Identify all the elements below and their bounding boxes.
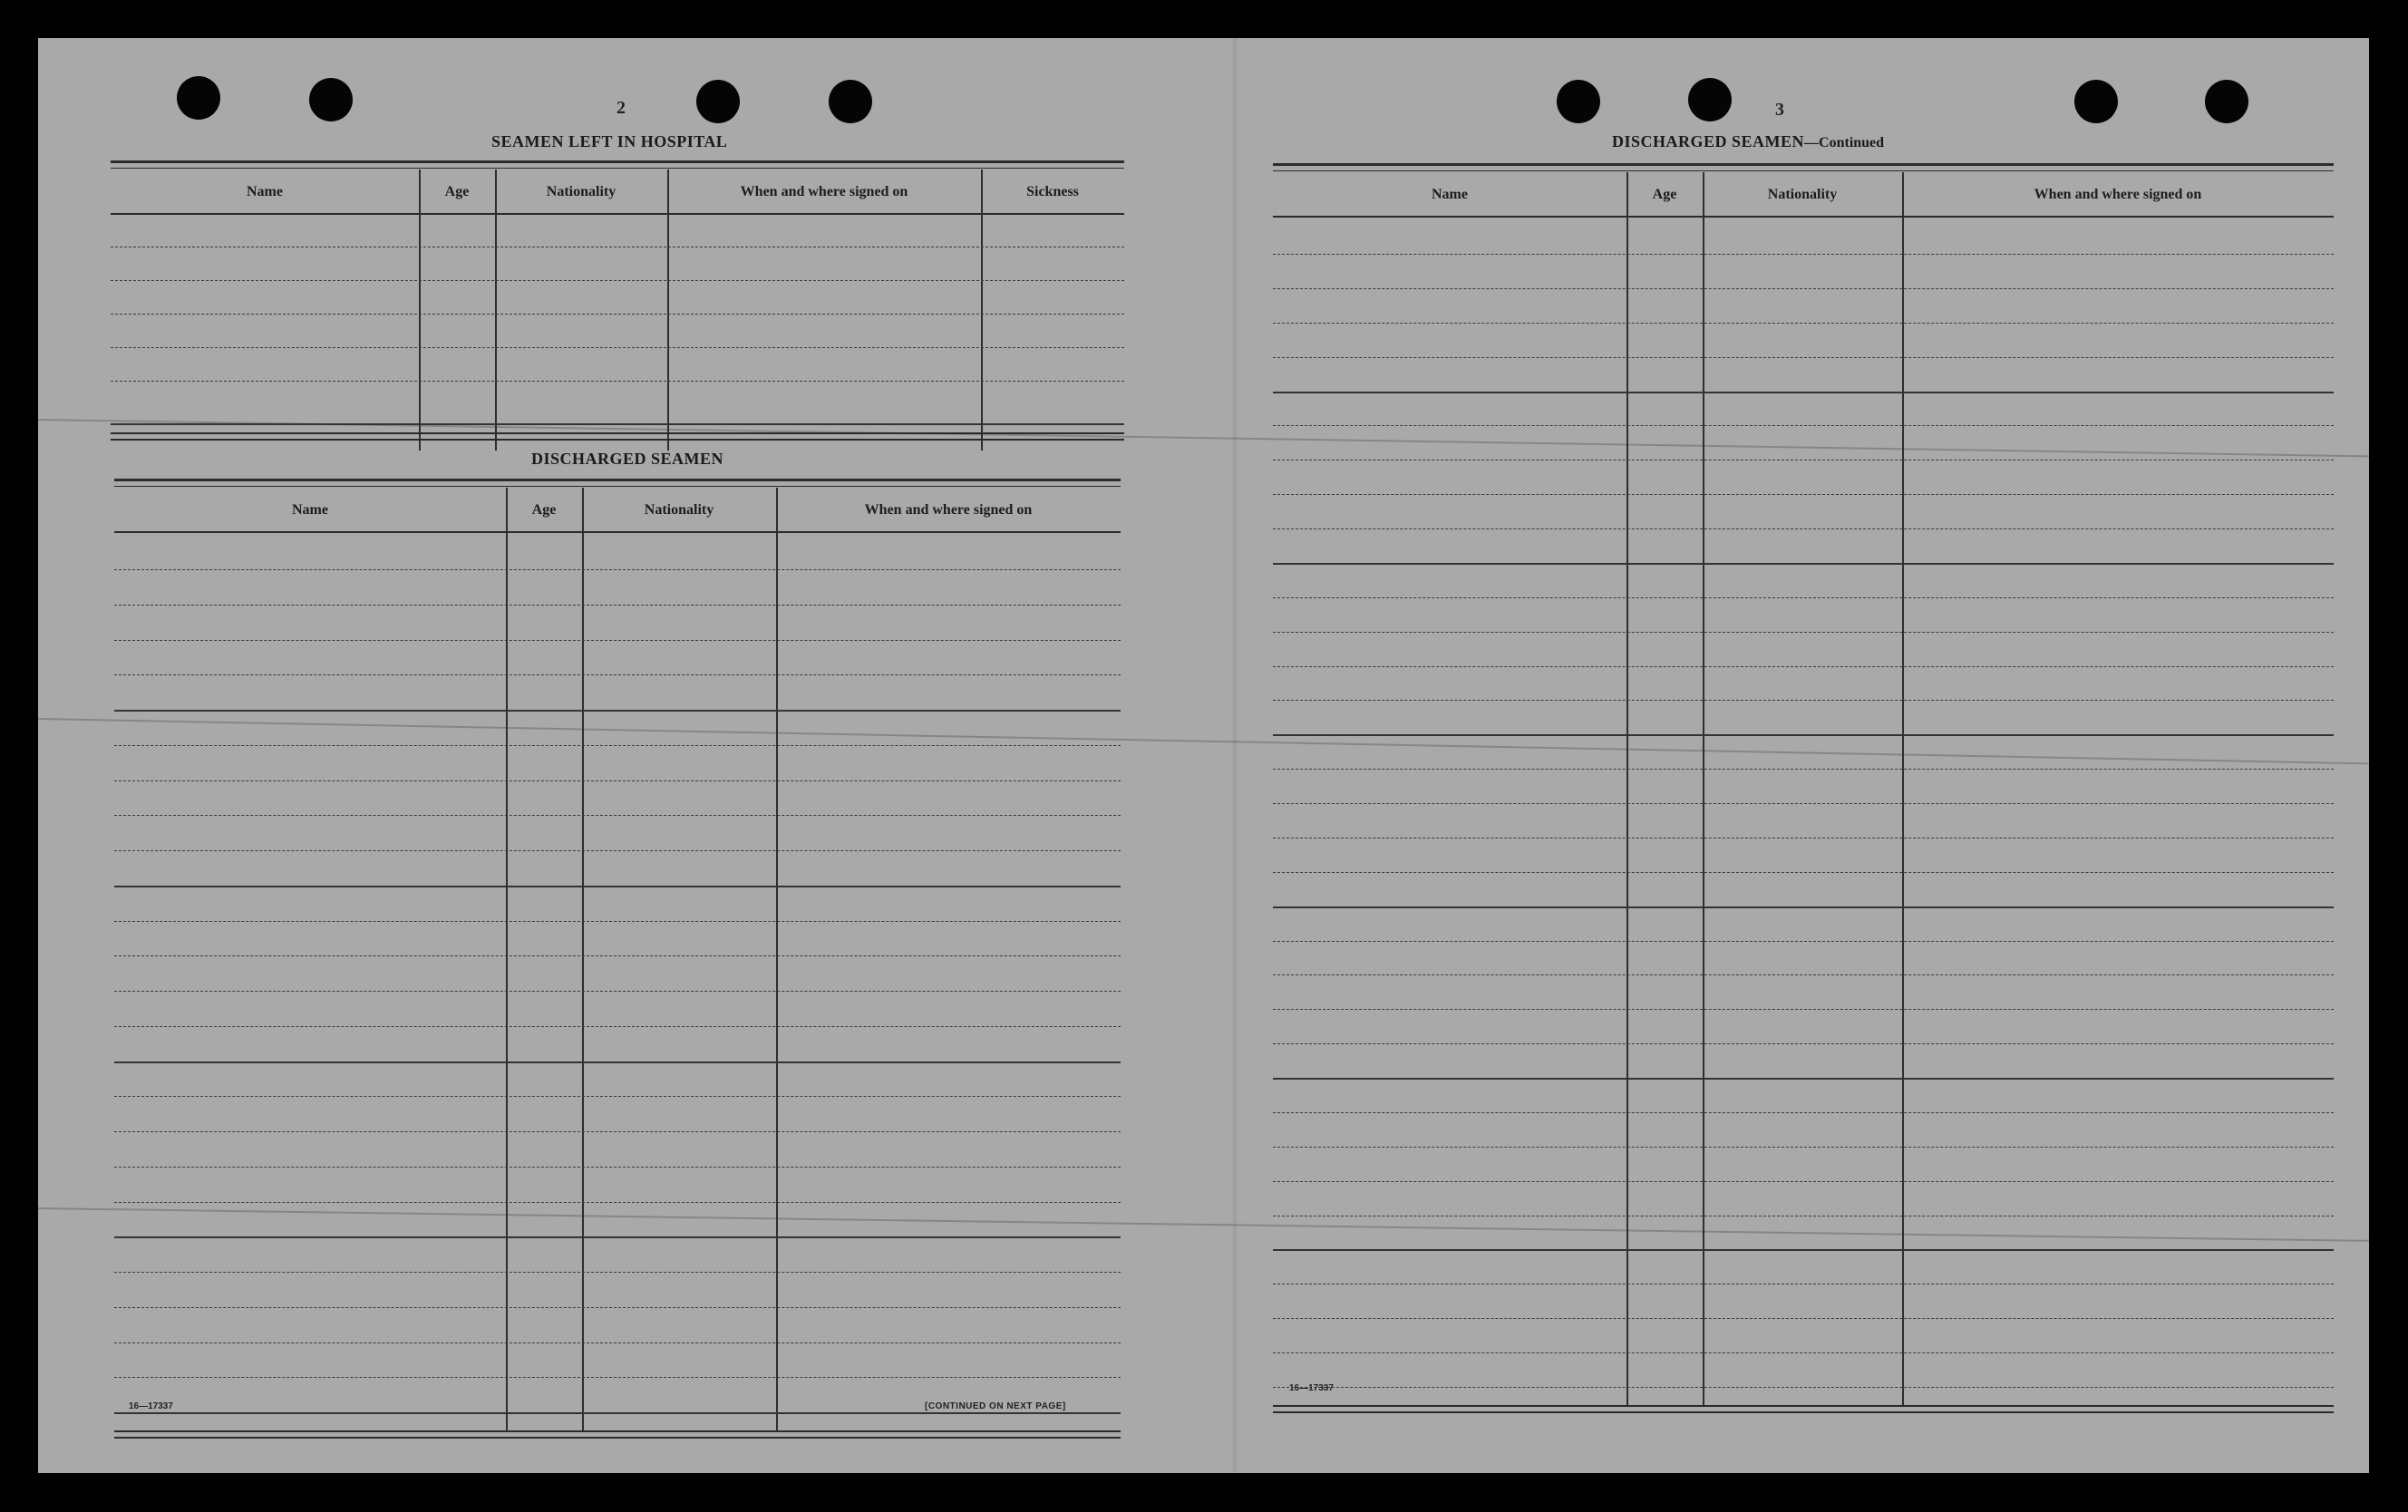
table-row xyxy=(114,991,1121,992)
column-header: When and where signed on xyxy=(2034,187,2202,202)
table-top-rule xyxy=(111,160,1124,169)
table-row xyxy=(1273,494,2334,495)
table-row xyxy=(114,1131,1121,1132)
table-row xyxy=(114,640,1121,641)
table-top-rule xyxy=(114,479,1121,487)
table-row xyxy=(114,955,1121,956)
column-header: Name xyxy=(247,184,283,199)
table-row xyxy=(114,710,1121,712)
table-row xyxy=(114,1412,1121,1414)
table-row xyxy=(1273,769,2334,770)
table-row xyxy=(114,605,1121,606)
column-divider xyxy=(582,488,584,1430)
column-divider xyxy=(981,170,983,451)
table-row xyxy=(1273,1112,2334,1113)
column-divider xyxy=(506,488,508,1430)
table-row xyxy=(111,423,1124,425)
table-row xyxy=(111,347,1124,348)
discharged-continued-title-main: DISCHARGED SEAMEN xyxy=(1612,132,1805,150)
continued-suffix: —Continued xyxy=(1804,135,1885,150)
document-sheet xyxy=(38,38,2369,1473)
table-row xyxy=(1273,941,2334,942)
discharged-table-right xyxy=(1273,163,2334,1405)
table-row xyxy=(1273,734,2334,736)
hospital-section-title: SEAMEN LEFT IN HOSPITAL xyxy=(491,132,728,150)
column-divider xyxy=(776,488,778,1430)
table-row xyxy=(111,314,1124,315)
punch-hole-2 xyxy=(309,78,353,121)
discharged-table-left xyxy=(114,479,1121,1430)
table-row xyxy=(1273,1043,2334,1044)
table-row xyxy=(1273,357,2334,358)
table-row xyxy=(1273,632,2334,633)
table-row xyxy=(111,280,1124,281)
column-divider xyxy=(419,170,421,451)
table-row xyxy=(1273,1352,2334,1353)
column-header: Name xyxy=(1432,187,1468,202)
table-row xyxy=(1273,803,2334,804)
table-row xyxy=(1273,288,2334,289)
column-header: Nationality xyxy=(1767,187,1838,202)
table-row xyxy=(1273,1249,2334,1251)
table-bottom-rule xyxy=(111,432,1124,441)
table-row xyxy=(114,1096,1121,1097)
table-header xyxy=(114,488,1121,533)
column-header: Age xyxy=(531,502,557,518)
table-row xyxy=(1273,906,2334,908)
column-header: Nationality xyxy=(546,184,617,199)
column-header: When and where signed on xyxy=(740,184,908,199)
table-row xyxy=(1273,1009,2334,1010)
punch-hole-6 xyxy=(1688,78,1732,121)
punch-hole-4 xyxy=(829,80,872,123)
punch-hole-7 xyxy=(2074,80,2118,123)
table-header xyxy=(111,170,1124,215)
column-header: When and where signed on xyxy=(864,502,1033,518)
table-row xyxy=(114,780,1121,781)
punch-hole-5 xyxy=(1557,80,1600,123)
table-row xyxy=(114,1167,1121,1168)
page-number-right: 3 xyxy=(1775,100,1784,120)
table-row xyxy=(1273,597,2334,598)
punch-hole-1 xyxy=(177,76,220,120)
table-bottom-rule xyxy=(114,1430,1121,1439)
table-row xyxy=(1273,392,2334,393)
table-row xyxy=(114,569,1121,570)
column-header: Sickness xyxy=(1026,184,1079,199)
center-fold xyxy=(1233,38,1237,1473)
punch-hole-8 xyxy=(2205,80,2248,123)
table-row xyxy=(114,745,1121,746)
form-code-right: 16—17337 xyxy=(1289,1383,1334,1393)
discharged-continued-title xyxy=(1612,132,1884,151)
continued-note: [CONTINUED ON NEXT PAGE] xyxy=(925,1401,1066,1411)
discharged-section-title: DISCHARGED SEAMEN xyxy=(531,450,724,468)
column-divider xyxy=(667,170,669,451)
column-header: Nationality xyxy=(644,502,714,518)
table-row xyxy=(1273,563,2334,565)
table-row xyxy=(114,1342,1121,1343)
column-header: Name xyxy=(292,502,328,518)
table-row xyxy=(1273,1181,2334,1182)
table-row xyxy=(114,1026,1121,1027)
table-row xyxy=(1273,1387,2334,1388)
table-row xyxy=(114,674,1121,675)
table-header xyxy=(1273,172,2334,218)
table-row xyxy=(114,1307,1121,1308)
form-code-left: 16—17337 xyxy=(129,1401,173,1411)
table-row xyxy=(1273,1147,2334,1148)
table-top-rule xyxy=(1273,163,2334,171)
table-row xyxy=(114,1272,1121,1273)
column-header: Age xyxy=(1652,187,1677,202)
table-row xyxy=(114,1061,1121,1063)
table-row xyxy=(1273,528,2334,529)
table-row xyxy=(1273,323,2334,324)
table-row xyxy=(114,815,1121,816)
column-header: Age xyxy=(444,184,470,199)
table-row xyxy=(1273,666,2334,667)
table-row xyxy=(114,921,1121,922)
table-row xyxy=(111,381,1124,382)
table-row xyxy=(114,886,1121,887)
table-bottom-rule xyxy=(1273,1405,2334,1413)
table-row xyxy=(1273,254,2334,255)
table-row xyxy=(1273,1318,2334,1319)
column-divider xyxy=(495,170,497,451)
page-number-left: 2 xyxy=(617,98,626,118)
table-row xyxy=(1273,1078,2334,1080)
table-row xyxy=(114,850,1121,851)
table-row xyxy=(114,1202,1121,1203)
table-row xyxy=(114,1377,1121,1378)
punch-hole-3 xyxy=(696,80,740,123)
table-row xyxy=(114,1236,1121,1238)
table-row xyxy=(1273,700,2334,701)
table-row xyxy=(1273,872,2334,873)
table-row xyxy=(1273,425,2334,426)
hospital-table xyxy=(111,160,1124,451)
table-row xyxy=(1273,974,2334,975)
